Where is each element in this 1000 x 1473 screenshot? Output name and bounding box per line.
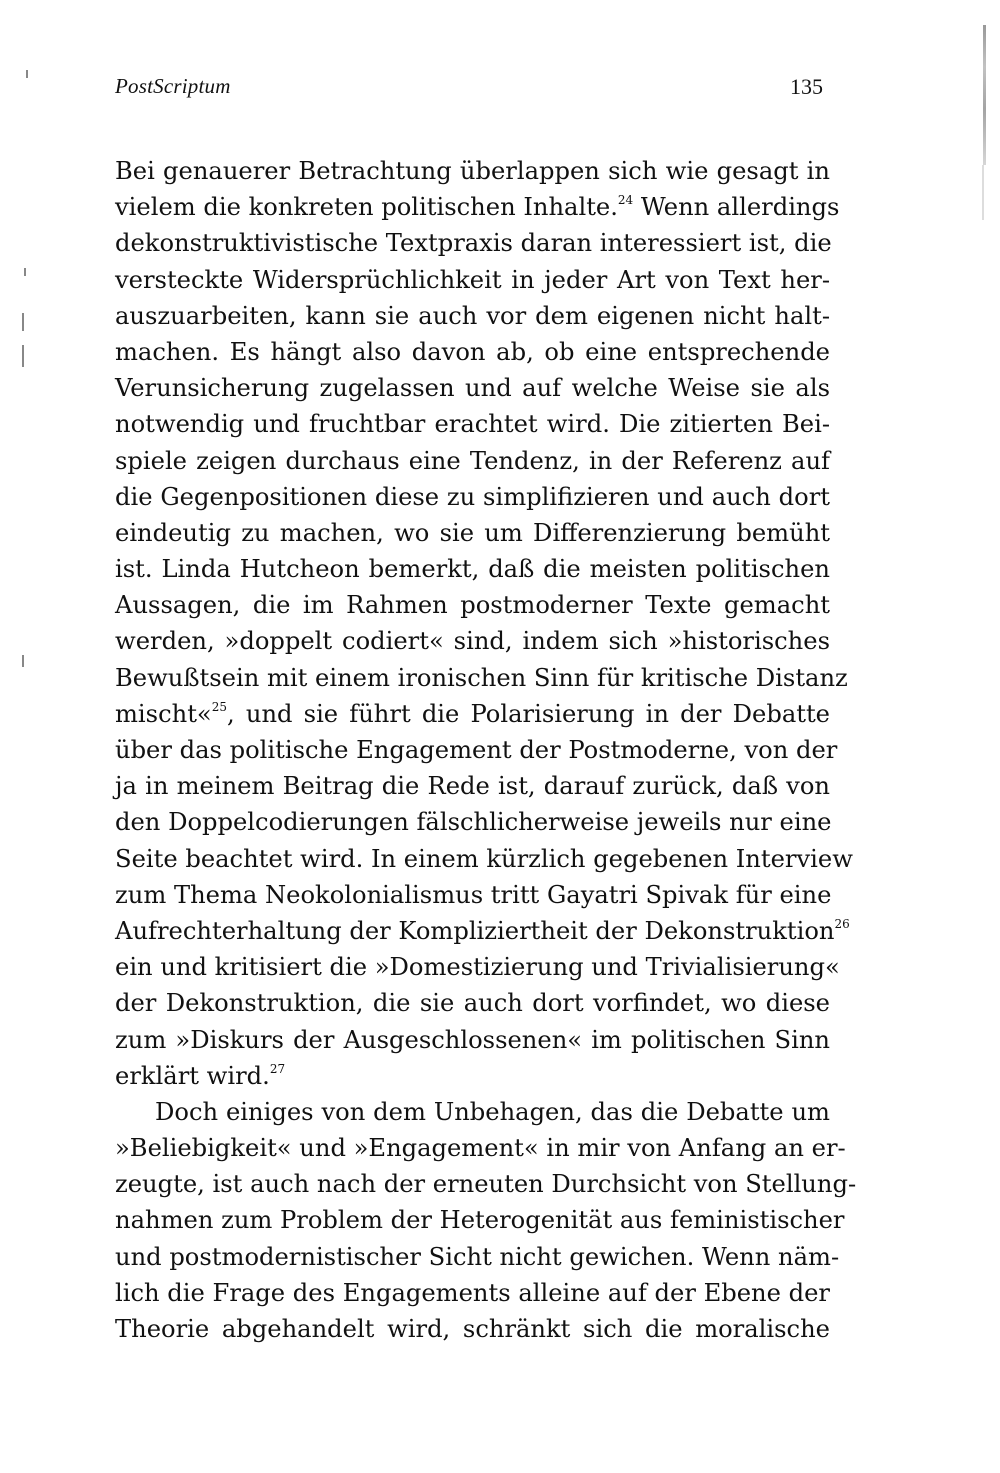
text-line [115, 479, 830, 515]
text-line [115, 696, 830, 732]
text-segment: Theorie abgehandelt wird, schränkt sich die moralische [115, 1315, 830, 1343]
text-segment: mischt« [115, 699, 212, 728]
text-line [115, 913, 850, 949]
text-segment: notwendig und fruchtbar erachtet wird. Die zitierten Bei- [115, 410, 830, 439]
scan-speck [24, 268, 26, 276]
text-line [115, 334, 830, 370]
footnote-ref: 25 [211, 699, 228, 714]
running-title: PostScriptum [115, 74, 231, 98]
body-text [115, 153, 857, 1347]
text-line [115, 587, 830, 623]
text-line [115, 841, 853, 877]
text-segment: auszuarbeiten, kann sie auch vor dem eigenen nicht halt- [115, 301, 830, 330]
text-segment: zum Thema Neokolonialismus tritt Gayatri Spivak für eine [115, 880, 832, 909]
text-line [115, 623, 830, 659]
text-segment: ja in meinem Beitrag die Rede ist, darauf zurück, daß von [115, 772, 830, 801]
text-segment: zeugte, ist auch nach der erneuten Durchsicht von Stellung- [115, 1170, 857, 1199]
text-line [115, 1022, 830, 1058]
scan-edge-artifact [982, 165, 984, 220]
text-segment: Aussagen, die im Rahmen postmoderner Texte gemacht [115, 591, 830, 620]
text-line [115, 1239, 840, 1275]
text-segment: Bewußtsein mit einem ironischen Sinn für kritische Distanz [115, 663, 848, 692]
footnote-ref: 26 [834, 916, 850, 931]
text-segment: Doch einiges von dem Unbehagen, das die Debatte um [155, 1097, 830, 1126]
footnote-ref: 24 [617, 193, 634, 208]
text-line [115, 406, 830, 442]
text-segment: , und sie führt die Polarisierung in der Debatte [227, 699, 830, 728]
text-line [115, 1202, 845, 1238]
text-segment: dekonstruktivistische Textpraxis daran interessiert ist, die [115, 229, 832, 258]
text-segment: nahmen zum Problem der Heterogenität aus feministischer [115, 1206, 845, 1235]
text-line [115, 189, 840, 225]
text-line [115, 732, 838, 768]
text-segment: zum »Diskurs der Ausgeschlossenen« im politischen Sinn [115, 1025, 830, 1054]
text-segment: »Beliebigkeit« und »Engagement« in mir von Anfang an er- [115, 1134, 846, 1163]
text-line [115, 1275, 830, 1311]
text-segment: über das politische Engagement der Postmoderne, von der [115, 736, 838, 764]
text-segment: Wenn allerdings [633, 193, 840, 222]
text-line [115, 370, 830, 406]
text-line [115, 153, 830, 189]
text-segment: ist. Linda Hutcheon bemerkt, daß die meisten politischen [115, 555, 830, 584]
scan-speck [22, 345, 24, 367]
text-line [115, 985, 830, 1021]
text-segment: der Dekonstruktion, die sie auch dort vorfindet, wo diese [115, 989, 830, 1018]
text-segment: versteckte Widersprüchlichkeit in jeder Art von Text her- [115, 265, 830, 294]
text-line [115, 877, 830, 913]
text-line [115, 262, 830, 298]
text-segment: und postmodernistischer Sicht nicht gewichen. Wenn näm- [115, 1242, 840, 1271]
text-segment: ein und kritisiert die »Domestizierung und Trivialisierung« [115, 953, 840, 982]
scan-speck [22, 313, 24, 331]
page-number: 135 [790, 74, 823, 99]
text-line [115, 225, 830, 261]
scan-speck [22, 655, 24, 667]
text-segment: machen. Es hängt also davon ab, ob eine entsprechende [115, 337, 830, 366]
text-line [115, 1130, 846, 1166]
text-segment: erklärt wird. [115, 1061, 270, 1090]
text-segment: eindeutig zu machen, wo sie um Differenzierung bemüht [115, 518, 830, 547]
text-line [115, 804, 830, 840]
text-line [115, 551, 830, 587]
text-line [115, 1058, 830, 1094]
text-segment: vielem die konkreten politischen Inhalte. [115, 193, 618, 222]
text-line [115, 1094, 830, 1130]
text-line [115, 443, 830, 479]
text-line [115, 949, 840, 985]
text-segment: werden, »doppelt codiert« sind, indem sich »historisches [115, 627, 830, 656]
text-line [115, 298, 830, 334]
footnote-ref: 27 [269, 1061, 286, 1076]
text-segment: spiele zeigen durchaus eine Tendenz, in der Referenz auf [115, 446, 830, 475]
scan-speck [26, 70, 28, 78]
text-segment: Seite beachtet wird. In einem kürzlich gegebenen Interview [115, 844, 853, 873]
scan-edge-artifact [983, 25, 986, 165]
text-segment: Aufrechterhaltung der Kompliziertheit der Dekonstruktion [115, 916, 835, 945]
text-line [115, 660, 848, 696]
text-line [115, 515, 830, 551]
text-segment: Bei genauerer Betrachtung überlappen sich wie gesagt in [115, 157, 830, 185]
text-segment: Verunsicherung zugelassen und auf welche Weise sie als [115, 374, 830, 403]
text-segment: den Doppelcodierungen fälschlicherweise jeweils nur eine [115, 808, 832, 837]
text-line [115, 1311, 830, 1347]
text-line [115, 768, 830, 804]
text-segment: lich die Frage des Engagements alleine auf der Ebene der [115, 1278, 830, 1307]
text-line [115, 1166, 857, 1202]
text-segment: die Gegenpositionen diese zu simplifizieren und auch dort [115, 482, 830, 511]
